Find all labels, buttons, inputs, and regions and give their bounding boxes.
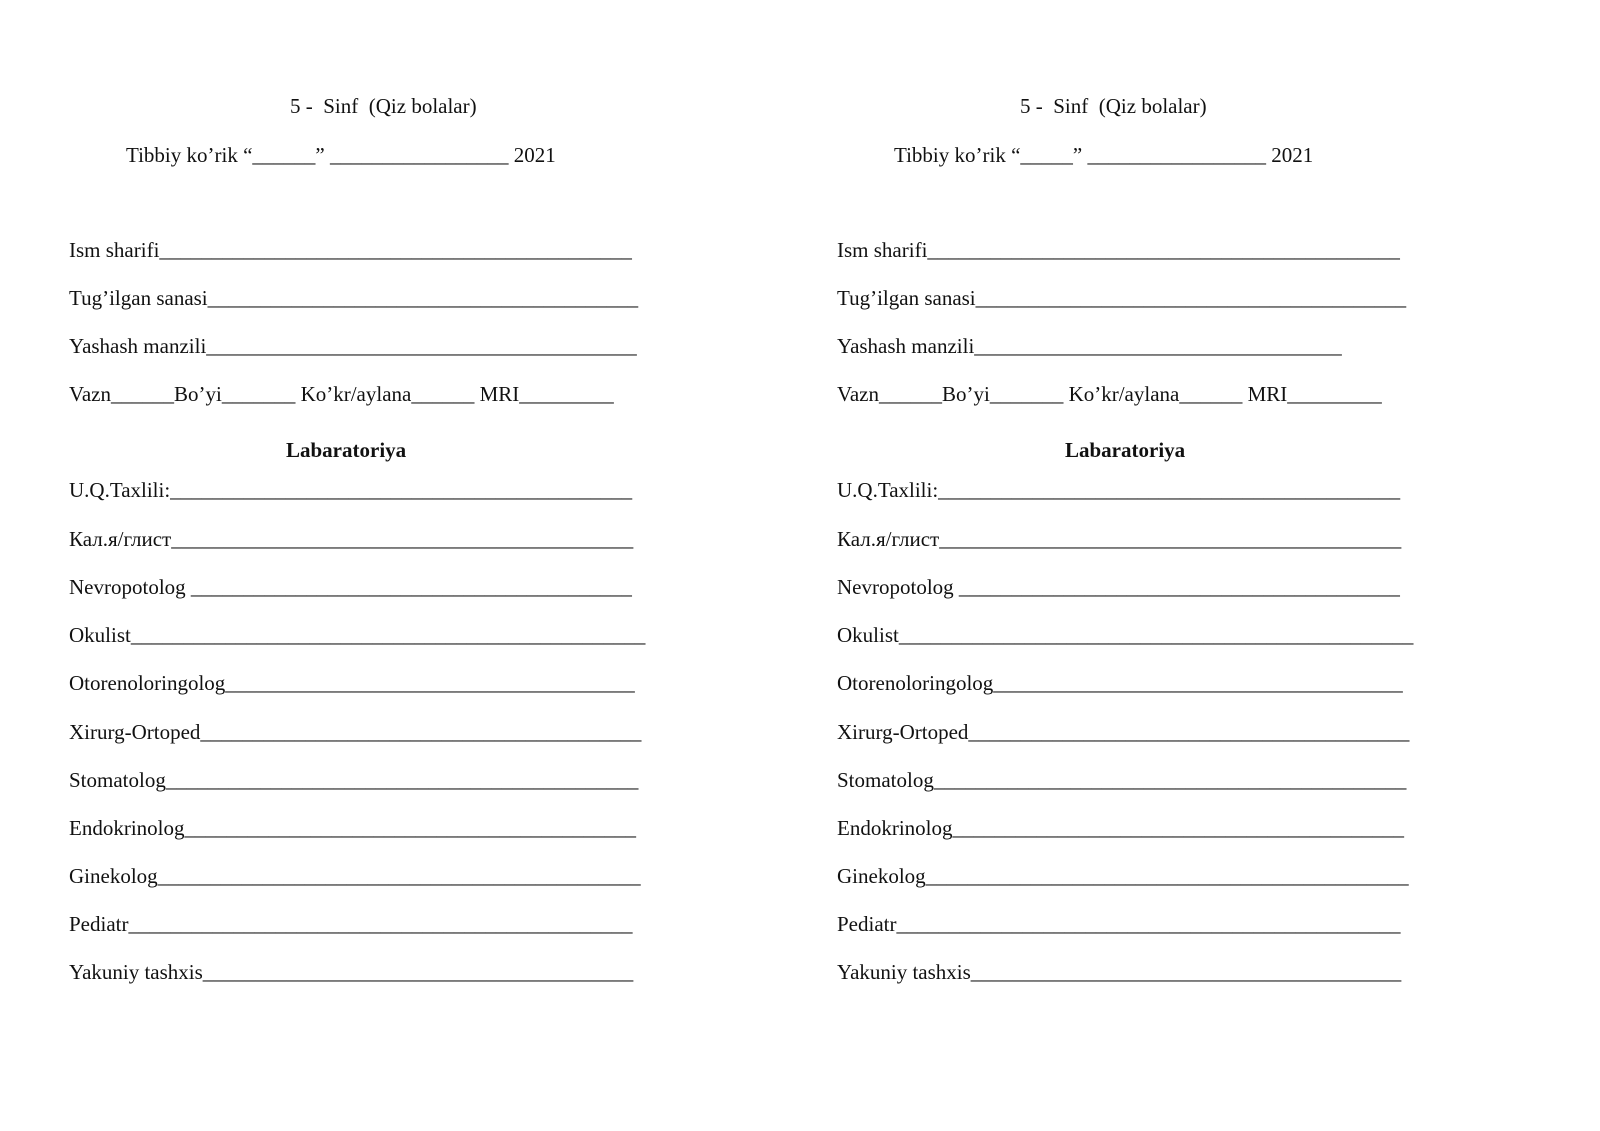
field-endocrinologist: Endokrinolog___________________________________________ (69, 816, 636, 840)
field-ophthalmologist: Okulist_________________________________________________ (69, 623, 646, 647)
field-birth-date: Tug’ilgan sanasi_________________________________________ (69, 286, 639, 310)
field-measurements: Vazn______Bo’yi_______ Ko’kr/aylana______ MRI_________ (69, 382, 614, 406)
form-heading: 5 - Sinf (Qiz bolalar) (1020, 94, 1207, 118)
field-final-diagnosis: Yakuniy tashxis_________________________________________ (69, 960, 634, 984)
field-gynecologist: Ginekolog______________________________________________ (69, 864, 641, 888)
field-surgeon: Xirurg-Ortoped__________________________________________ (837, 720, 1410, 744)
field-address: Yashash manzili___________________________________ (837, 334, 1342, 358)
exam-date-line: Tibbiy ko’rik “______” _________________ 2021 (126, 143, 556, 167)
section-title-lab: Labaratoriya (286, 438, 407, 462)
field-measurements: Vazn______Bo’yi_______ Ko’kr/aylana______ MRI_________ (837, 382, 1382, 406)
form-heading: 5 - Sinf (Qiz bolalar) (290, 94, 477, 118)
field-pediatrician: Pediatr________________________________________________ (69, 912, 633, 936)
field-ent: Otorenoloringolog_______________________________________ (69, 671, 635, 695)
field-name: Ism sharifi_____________________________________________ (837, 238, 1400, 262)
field-birth-date: Tug’ilgan sanasi_________________________________________ (837, 286, 1407, 310)
field-gynecologist: Ginekolog______________________________________________ (837, 864, 1409, 888)
field-dentist: Stomatolog_____________________________________________ (69, 768, 639, 792)
field-dentist: Stomatolog_____________________________________________ (837, 768, 1407, 792)
field-address: Yashash manzili_________________________________________ (69, 334, 637, 358)
field-endocrinologist: Endokrinolog___________________________________________ (837, 816, 1404, 840)
form-right (768, 0, 1468, 1131)
field-final-diagnosis: Yakuniy tashxis_________________________________________ (837, 960, 1402, 984)
field-stool-test: Кал.я/глист____________________________________________ (837, 527, 1402, 551)
field-name: Ism sharifi_____________________________________________ (69, 238, 632, 262)
field-urinalysis: U.Q.Taxlili:____________________________________________ (69, 478, 633, 502)
field-surgeon: Xirurg-Ortoped__________________________________________ (69, 720, 642, 744)
form-left (0, 0, 700, 1131)
field-ophthalmologist: Okulist_________________________________________________ (837, 623, 1414, 647)
field-neurologist: Nevropotolog __________________________________________ (69, 575, 632, 599)
field-neurologist: Nevropotolog __________________________________________ (837, 575, 1400, 599)
field-pediatrician: Pediatr________________________________________________ (837, 912, 1401, 936)
field-urinalysis: U.Q.Taxlili:____________________________________________ (837, 478, 1401, 502)
exam-date-line: Tibbiy ko’rik “_____” _________________ 2021 (894, 143, 1314, 167)
section-title-lab: Labaratoriya (1065, 438, 1186, 462)
field-stool-test: Кал.я/глист____________________________________________ (69, 527, 634, 551)
field-ent: Otorenoloringolog_______________________________________ (837, 671, 1403, 695)
